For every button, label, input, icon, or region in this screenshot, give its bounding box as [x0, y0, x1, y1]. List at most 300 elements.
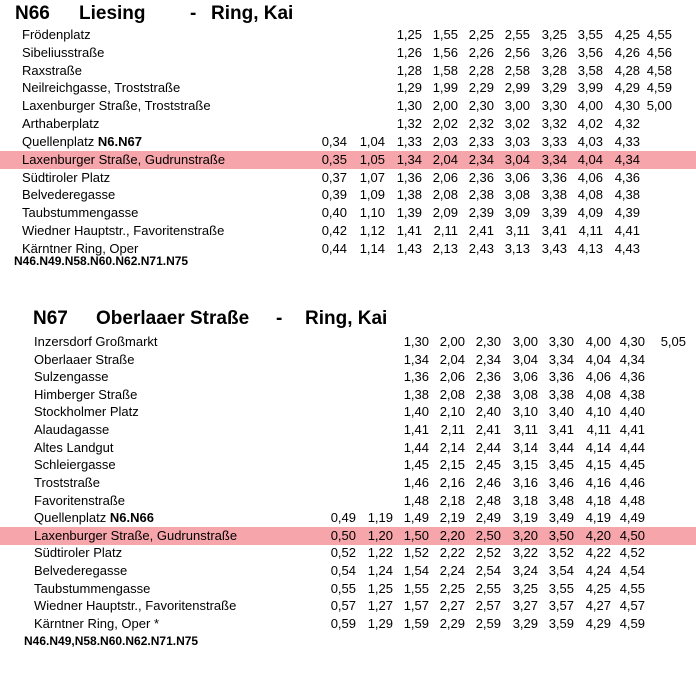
departure-time: 2,33 — [468, 133, 494, 149]
departure-time: 1,48 — [403, 492, 429, 508]
route-number: N66 — [15, 3, 50, 24]
route-origin: Liesing — [79, 3, 146, 24]
stop-name — [34, 403, 139, 421]
departure-time: 3,38 — [541, 187, 567, 203]
stop-name — [34, 474, 100, 492]
departure-time: 3,45 — [548, 457, 574, 473]
departure-time: 4,08 — [577, 187, 603, 203]
departure-time: 0,59 — [330, 615, 356, 631]
departure-time: 3,36 — [541, 169, 567, 185]
departure-time: 4,19 — [585, 510, 611, 526]
departure-time: 2,22 — [439, 545, 465, 561]
stop-row — [0, 474, 696, 492]
departure-time: 1,50 — [403, 527, 429, 543]
departure-time: 1,28 — [396, 62, 422, 78]
departure-time: 2,99 — [504, 80, 530, 96]
departure-time: 2,02 — [432, 116, 458, 132]
stop-name-text: Taubstummengasse — [34, 580, 151, 596]
departure-time: 3,34 — [548, 351, 574, 367]
departure-time: 1,49 — [403, 510, 429, 526]
stop-name-text: Raxstraße — [22, 62, 82, 78]
stop-name — [34, 562, 127, 580]
stop-row — [0, 509, 696, 527]
departure-time: 1,20 — [367, 527, 393, 543]
departure-time: 4,00 — [585, 334, 611, 349]
stop-row — [0, 615, 696, 633]
departure-time: 4,55 — [619, 580, 645, 596]
stop-name-text: Taubstummengasse — [22, 205, 139, 221]
departure-time: 4,39 — [614, 205, 640, 221]
departure-time: 1,55 — [403, 580, 429, 596]
departure-time: 1,56 — [432, 44, 458, 60]
stop-name-text: Belvederegasse — [22, 187, 116, 203]
departure-time: 1,27 — [367, 598, 393, 614]
departure-time: 3,55 — [548, 580, 574, 596]
departure-time: 1,10 — [359, 205, 385, 221]
departure-time: 2,08 — [432, 187, 458, 203]
stop-name-text: Oberlaaer Straße — [34, 351, 135, 367]
departure-time: 4,38 — [614, 187, 640, 203]
departure-time: 1,36 — [403, 369, 429, 385]
departure-time: 1,24 — [367, 563, 393, 579]
stop-row — [0, 351, 696, 369]
departure-time: 0,49 — [330, 510, 356, 526]
departure-time: 2,41 — [468, 223, 494, 239]
departure-time: 3,99 — [577, 80, 603, 96]
stop-name-text: Südtiroler Platz — [34, 545, 123, 561]
departure-time: 1,29 — [367, 615, 393, 631]
departure-time: 2,29 — [439, 615, 465, 631]
departure-time: 3,38 — [548, 386, 574, 402]
stop-name-text: Laxenburger Straße, Gudrunstraße — [22, 151, 226, 167]
departure-time: 3,25 — [512, 580, 538, 596]
stop-name — [34, 509, 154, 527]
departure-time: 3,04 — [512, 351, 538, 367]
departure-time: 2,28 — [468, 62, 494, 78]
departure-time: 4,10 — [585, 404, 611, 420]
departure-time: 4,36 — [614, 169, 640, 185]
departure-time: 4,55 — [646, 27, 672, 42]
departure-time: 4,04 — [585, 351, 611, 367]
departure-time: 2,11 — [440, 422, 465, 438]
departure-time: 3,20 — [512, 527, 538, 543]
departure-time: 3,00 — [512, 334, 538, 349]
departure-time: 2,44 — [475, 439, 501, 455]
stop-row — [0, 597, 696, 615]
departure-time: 3,44 — [548, 439, 574, 455]
departure-time: 4,33 — [614, 133, 640, 149]
stop-row — [0, 222, 696, 240]
stop-name-text: Stockholmer Platz — [34, 404, 139, 420]
departure-time: 2,52 — [475, 545, 501, 561]
stop-row — [0, 169, 696, 187]
departure-time: 4,54 — [619, 563, 645, 579]
transfer-lines: N6.N67 — [97, 133, 142, 149]
stop-row — [0, 386, 696, 404]
stop-name — [34, 456, 116, 474]
departure-time: 2,24 — [439, 563, 465, 579]
departure-time: 2,48 — [475, 492, 501, 508]
departure-time: 5,00 — [646, 98, 672, 114]
departure-time: 1,33 — [396, 133, 422, 149]
departure-time: 4,41 — [619, 422, 645, 438]
stop-row — [0, 562, 696, 580]
highlighted-stop-row — [0, 527, 696, 545]
departure-time: 1,99 — [432, 80, 458, 96]
stop-row — [0, 580, 696, 598]
stop-name-text: Laxenburger Straße, Gudrunstraße — [34, 527, 238, 543]
stop-name-text: Altes Landgut — [34, 439, 114, 455]
departure-time: 4,34 — [619, 351, 645, 367]
departure-time: 2,56 — [504, 44, 530, 60]
departure-time: 2,50 — [475, 527, 501, 543]
departure-time: 4,29 — [585, 615, 611, 631]
departure-time: 4,25 — [585, 580, 611, 596]
departure-time: 1,34 — [396, 151, 422, 167]
stop-name-text: Schleiergasse — [34, 457, 116, 473]
departure-time: 3,13 — [504, 240, 530, 256]
departure-time: 2,11 — [433, 223, 458, 239]
departure-time: 1,54 — [403, 563, 429, 579]
departure-time: 4,30 — [614, 98, 640, 114]
stop-name-text: Neilreichgasse, Troststraße — [22, 80, 181, 96]
stop-row — [0, 368, 696, 386]
departure-time: 4,06 — [585, 369, 611, 385]
departure-time: 1,41 — [396, 223, 422, 239]
departure-time: 4,18 — [585, 492, 611, 508]
departure-time: 2,38 — [468, 187, 494, 203]
departure-time: 1,57 — [403, 598, 429, 614]
departure-time: 4,24 — [585, 563, 611, 579]
departure-time: 1,25 — [367, 580, 393, 596]
departure-time: 2,40 — [475, 404, 501, 420]
stop-name-text: Kärntner Ring, Oper — [22, 240, 139, 256]
departure-time: 0,37 — [321, 169, 347, 185]
departure-time: 3,26 — [541, 44, 567, 60]
departure-time: 3,59 — [548, 615, 574, 631]
departure-time: 3,50 — [548, 527, 574, 543]
departure-time: 2,29 — [468, 80, 494, 96]
departure-time: 3,16 — [512, 474, 538, 490]
departure-time: 1,38 — [396, 187, 422, 203]
departure-time: 4,56 — [646, 44, 672, 60]
departure-time: 3,34 — [541, 151, 567, 167]
route-origin: Oberlaaer Straße — [96, 308, 250, 329]
departure-time: 2,36 — [468, 169, 494, 185]
departure-time: 3,48 — [548, 492, 574, 508]
departure-time: 4,11 — [578, 223, 603, 239]
departure-time: 4,08 — [585, 386, 611, 402]
departure-time: 3,11 — [513, 422, 538, 438]
departure-time: 2,10 — [439, 404, 465, 420]
stop-name-text: Südtiroler Platz — [22, 169, 111, 185]
stop-row — [0, 544, 696, 562]
departure-time: 0,39 — [321, 187, 347, 203]
route-dash: - — [190, 3, 197, 24]
departure-time: 1,44 — [403, 439, 429, 455]
departure-time: 2,09 — [432, 205, 458, 221]
departure-time: 1,22 — [367, 545, 393, 561]
departure-time: 1,58 — [432, 62, 458, 78]
stop-name — [34, 527, 237, 545]
departure-time: 4,14 — [585, 439, 611, 455]
departure-time: 3,06 — [512, 369, 538, 385]
departure-time: 1,59 — [403, 615, 429, 631]
departure-time: 2,30 — [475, 334, 501, 349]
departure-time: 3,00 — [504, 98, 530, 114]
stop-name — [22, 151, 225, 169]
departure-time: 2,55 — [475, 580, 501, 596]
stop-name — [22, 133, 142, 151]
departure-time: 4,32 — [614, 116, 640, 132]
departure-time: 2,04 — [432, 151, 458, 167]
departure-time: 3,40 — [548, 404, 574, 420]
departure-time: 4,59 — [619, 615, 645, 631]
departure-time: 3,30 — [541, 98, 567, 114]
stop-name — [34, 492, 125, 510]
stop-name-text: Sulzengasse — [34, 369, 109, 385]
departure-time: 3,10 — [512, 404, 538, 420]
departure-time: 2,45 — [475, 457, 501, 473]
departure-time: 3,39 — [541, 205, 567, 221]
departure-time: 3,06 — [504, 169, 530, 185]
departure-time: 1,40 — [403, 404, 429, 420]
departure-time: 2,25 — [468, 27, 494, 42]
stop-name — [34, 439, 114, 457]
transfer-lines: N6.N66 — [109, 510, 154, 526]
departure-time: 0,57 — [330, 598, 356, 614]
stop-name-text: Favoritenstraße — [34, 492, 126, 508]
stop-name — [22, 44, 104, 62]
stop-name — [34, 615, 159, 633]
stop-name-text: Troststraße — [34, 474, 100, 490]
stop-name — [22, 169, 110, 187]
departure-time: 2,43 — [468, 240, 494, 256]
departure-time: 1,34 — [403, 351, 429, 367]
departure-time: 4,45 — [619, 457, 645, 473]
departure-time: 3,02 — [504, 116, 530, 132]
departure-time: 2,41 — [475, 422, 501, 438]
departure-time: 1,25 — [396, 27, 422, 42]
stop-name — [22, 186, 115, 204]
departure-time: 1,45 — [403, 457, 429, 473]
stop-row — [0, 421, 696, 439]
departure-time: 3,29 — [512, 615, 538, 631]
stop-row — [0, 492, 696, 510]
departure-time: 4,03 — [577, 133, 603, 149]
stop-row — [0, 97, 696, 115]
departure-time: 3,43 — [541, 240, 567, 256]
departure-time: 3,58 — [577, 62, 603, 78]
departure-time: 0,50 — [330, 527, 356, 543]
stop-name-text: Quellenplatz — [34, 510, 107, 526]
stop-row — [0, 79, 696, 97]
departure-time: 4,30 — [619, 334, 645, 349]
stop-row — [0, 133, 696, 151]
departure-time: 0,55 — [330, 580, 356, 596]
departure-time: 4,38 — [619, 386, 645, 402]
departure-time: 3,52 — [548, 545, 574, 561]
departure-time: 3,57 — [548, 598, 574, 614]
departure-time: 2,59 — [475, 615, 501, 631]
departure-time: 5,05 — [660, 334, 686, 349]
departure-time: 4,40 — [619, 404, 645, 420]
departure-time: 1,30 — [396, 98, 422, 114]
departure-time: 1,29 — [396, 80, 422, 96]
departure-time: 4,34 — [614, 151, 640, 167]
departure-time: 3,32 — [541, 116, 567, 132]
departure-time: 3,08 — [512, 386, 538, 402]
departure-time: 1,39 — [396, 205, 422, 221]
departure-time: 4,13 — [577, 240, 603, 256]
departure-time: 3,09 — [504, 205, 530, 221]
departure-time: 4,09 — [577, 205, 603, 221]
stop-row — [0, 26, 696, 44]
departure-time: 1,55 — [432, 27, 458, 42]
stop-row — [0, 333, 696, 351]
departure-time: 1,12 — [359, 223, 385, 239]
departure-time: 3,14 — [512, 439, 538, 455]
stop-name — [22, 97, 211, 115]
stop-name — [34, 333, 158, 351]
departure-time: 4,00 — [577, 98, 603, 114]
stop-name — [22, 26, 91, 44]
departure-time: 4,27 — [585, 598, 611, 614]
stop-name-text: Himberger Straße — [34, 386, 138, 402]
departure-time: 1,43 — [396, 240, 422, 256]
departure-time: 2,06 — [439, 369, 465, 385]
departure-time: 3,03 — [504, 133, 530, 149]
stop-name — [22, 222, 224, 240]
stop-row — [0, 204, 696, 222]
departure-time: 2,14 — [439, 439, 465, 455]
stop-row — [0, 115, 696, 133]
departure-time: 2,03 — [432, 133, 458, 149]
departure-time: 1,41 — [403, 422, 429, 438]
departure-time: 2,38 — [475, 386, 501, 402]
departure-time: 4,57 — [619, 598, 645, 614]
stop-name — [34, 421, 109, 439]
departure-time: 2,27 — [439, 598, 465, 614]
departure-time: 1,04 — [359, 133, 385, 149]
departure-time: 4,52 — [619, 545, 645, 561]
departure-time: 3,46 — [548, 474, 574, 490]
departure-time: 4,22 — [585, 545, 611, 561]
departure-time: 3,19 — [512, 510, 538, 526]
stop-name — [34, 544, 122, 562]
departure-time: 3,55 — [577, 27, 603, 42]
departure-time: 4,06 — [577, 169, 603, 185]
departure-time: 4,49 — [619, 510, 645, 526]
departure-time: 3,56 — [577, 44, 603, 60]
stop-row — [0, 186, 696, 204]
highlighted-stop-row — [0, 151, 696, 169]
departure-time: 2,19 — [439, 510, 465, 526]
stop-name-text: Laxenburger Straße, Troststraße — [22, 98, 211, 114]
route-number: N67 — [33, 308, 68, 329]
departure-time: 1,14 — [359, 240, 385, 256]
departure-time: 1,05 — [359, 151, 385, 167]
departure-time: 2,26 — [468, 44, 494, 60]
departure-time: 3,22 — [512, 545, 538, 561]
departure-time: 2,18 — [439, 492, 465, 508]
departure-time: 2,39 — [468, 205, 494, 221]
departure-time: 4,36 — [619, 369, 645, 385]
departure-time: 4,11 — [586, 422, 611, 438]
departure-time: 3,08 — [504, 187, 530, 203]
departure-time: 3,28 — [541, 62, 567, 78]
departure-time: 2,16 — [439, 474, 465, 490]
departure-time: 3,41 — [548, 422, 574, 438]
stop-name-text: Wiedner Hauptstr., Favoritenstraße — [22, 223, 225, 239]
departure-time: 2,58 — [504, 62, 530, 78]
stop-row — [0, 439, 696, 457]
departure-time: 1,38 — [403, 386, 429, 402]
departure-time: 3,54 — [548, 563, 574, 579]
connections-n66: N46.N49.N58.N60.N62.N71.N75 — [14, 254, 189, 268]
departure-time: 3,41 — [541, 223, 567, 239]
departure-time: 3,29 — [541, 80, 567, 96]
departure-time: 2,34 — [468, 151, 494, 167]
stop-row — [0, 62, 696, 80]
departure-time: 4,26 — [614, 44, 640, 60]
departure-time: 2,25 — [439, 580, 465, 596]
departure-time: 3,24 — [512, 563, 538, 579]
departure-time: 2,54 — [475, 563, 501, 579]
departure-time: 4,59 — [646, 80, 672, 96]
departure-time: 3,30 — [548, 334, 574, 349]
departure-time: 2,00 — [439, 334, 465, 349]
stop-name — [34, 386, 137, 404]
departure-time: 2,08 — [439, 386, 465, 402]
departure-time: 0,44 — [321, 240, 347, 256]
stop-row — [0, 403, 696, 421]
stop-name-text: Wiedner Hauptstr., Favoritenstraße — [34, 598, 237, 614]
departure-time: 1,09 — [359, 187, 385, 203]
departure-time: 4,46 — [619, 474, 645, 490]
departure-time: 1,32 — [396, 116, 422, 132]
departure-time: 3,11 — [505, 223, 530, 239]
departure-time: 2,57 — [475, 598, 501, 614]
departure-time: 2,04 — [439, 351, 465, 367]
departure-time: 2,34 — [475, 351, 501, 367]
departure-time: 3,49 — [548, 510, 574, 526]
route-destination: Ring, Kai — [211, 3, 294, 24]
stop-name-text: Sibeliusstraße — [22, 44, 105, 60]
departure-time: 3,33 — [541, 133, 567, 149]
stop-name-text: Inzersdorf Großmarkt — [34, 334, 158, 349]
stop-name — [34, 597, 236, 615]
departure-time: 2,49 — [475, 510, 501, 526]
departure-time: 3,04 — [504, 151, 530, 167]
departure-time: 2,46 — [475, 474, 501, 490]
departure-time: 1,30 — [403, 334, 429, 349]
departure-time: 2,36 — [475, 369, 501, 385]
departure-time: 4,25 — [614, 27, 640, 42]
departure-time: 0,40 — [321, 205, 347, 221]
departure-time: 4,44 — [619, 439, 645, 455]
departure-time: 1,52 — [403, 545, 429, 561]
stop-name — [34, 368, 108, 386]
stop-name-text: Kärntner Ring, Oper * — [34, 615, 160, 631]
departure-time: 0,52 — [330, 545, 356, 561]
departure-time: 4,04 — [577, 151, 603, 167]
departure-time: 0,34 — [321, 133, 347, 149]
stop-name-text: Frödenplatz — [22, 27, 91, 42]
connections-n67: N46.N49,N58.N60.N62.N71.N75 — [24, 634, 199, 648]
departure-time: 0,35 — [321, 151, 347, 167]
stop-name — [34, 580, 150, 598]
